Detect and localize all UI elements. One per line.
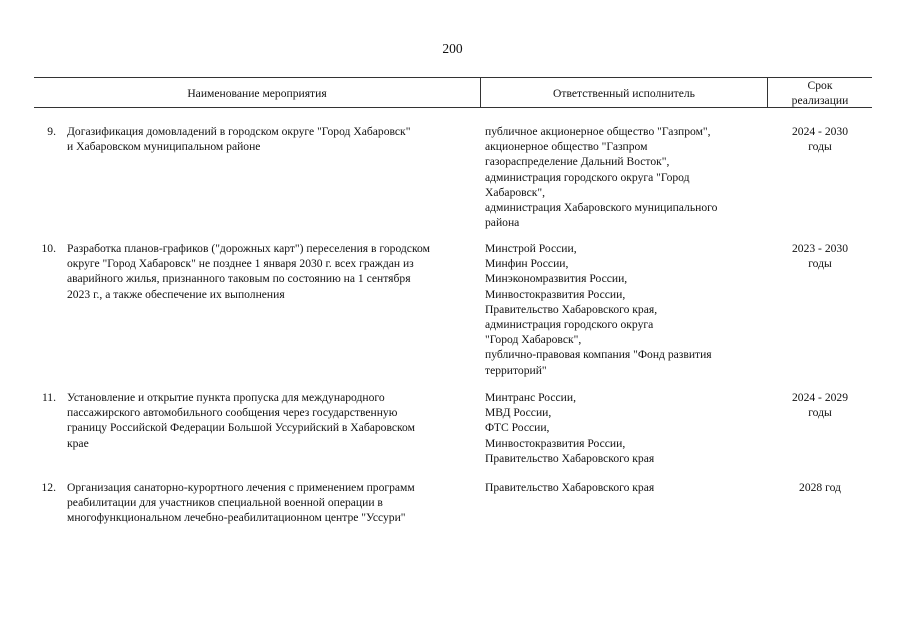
implementation-term-line: годы: [808, 140, 832, 154]
implementation-term-line: 2024 - 2030: [791, 125, 849, 138]
responsible-executor-line: Минэкономразвития России,: [485, 272, 628, 286]
responsible-executor-line: Минтранс России,: [485, 391, 576, 404]
header-term-column: [768, 78, 872, 108]
header-term-line-1: Срок: [807, 79, 833, 92]
responsible-executor-line: администрация Хабаровского муниципального: [485, 201, 718, 215]
responsible-executor: [485, 390, 767, 466]
event-name-line: Догазификация домовладений в городском округе "Город Хабаровск": [67, 125, 411, 138]
responsible-executor: [485, 480, 767, 495]
event-name-line: и Хабаровском муниципальном районе: [67, 140, 261, 154]
header-term-line-2: реализации: [791, 94, 849, 108]
event-name-line: пассажирского автомобильного сообщения через государственную: [67, 406, 398, 420]
event-name-line: границу Российской Федерации Большой Уссурийский в Хабаровском: [67, 421, 415, 435]
responsible-executor-line: Хабаровск",: [485, 185, 545, 199]
responsible-executor-line: публичное акционерное общество "Газпром",: [485, 125, 711, 138]
event-name: [67, 241, 479, 302]
responsible-executor-line: территорий": [485, 363, 547, 377]
event-name-line: Установление и открытие пункта пропуска для международного: [67, 391, 385, 404]
responsible-executor-line: газораспределение Дальний Восток",: [485, 155, 670, 169]
event-name-line: многофункциональном лечебно-реабилитационном центре "Уссури": [67, 511, 406, 525]
event-name: [67, 390, 479, 451]
responsible-executor-line: акционерное общество "Газпром: [485, 140, 648, 154]
responsible-executor-line: Правительство Хабаровского края: [485, 481, 655, 494]
table-header-top-rule: [34, 77, 872, 78]
implementation-term-line: годы: [808, 257, 832, 271]
event-name-line: округе "Город Хабаровск" не позднее 1 января 2030 г. всех граждан из: [67, 257, 414, 271]
responsible-executor-line: МВД России,: [485, 406, 552, 420]
implementation-term-line: 2023 - 2030: [791, 242, 849, 255]
implementation-term: [768, 241, 872, 271]
responsible-executor: [485, 241, 767, 378]
responsible-executor-line: администрация городского округа "Город: [485, 170, 690, 184]
implementation-term: [768, 124, 872, 154]
event-name-line: реабилитации для участников специальной военной операции в: [67, 496, 383, 510]
responsible-executor: [485, 124, 767, 230]
event-name: [67, 124, 479, 154]
responsible-executor-line: Минстрой России,: [485, 242, 577, 255]
event-name-line: крае: [67, 436, 89, 450]
event-name: [67, 480, 479, 526]
row-number: 9.: [47, 125, 56, 138]
responsible-executor-line: Минфин России,: [485, 257, 569, 271]
row-number: 11.: [41, 391, 56, 404]
header-executor-column: Ответственный исполнитель: [553, 87, 695, 100]
page-number: 200: [442, 41, 463, 56]
header-name-column: Наименование мероприятия: [187, 87, 327, 100]
responsible-executor-line: публично-правовая компания "Фонд развития: [485, 348, 712, 362]
implementation-term-line: 2028 год: [799, 481, 841, 494]
implementation-term: [768, 480, 872, 495]
event-name-line: Разработка планов-графиков ("дорожных карт") переселения в городском: [67, 242, 430, 255]
responsible-executor-line: Минвостокразвития России,: [485, 436, 626, 450]
responsible-executor-line: Минвостокразвития России,: [485, 287, 626, 301]
event-name-line: аварийного жилья, признанного таковым по состоянию на 1 сентября: [67, 272, 411, 286]
event-name-line: 2023 г., а также обеспечение их выполнения: [67, 287, 285, 301]
responsible-executor-line: района: [485, 216, 520, 230]
implementation-term-line: 2024 - 2029: [791, 391, 849, 404]
event-name-line: Организация санаторно-курортного лечения с применением программ: [67, 481, 415, 494]
responsible-executor-line: ФТС России,: [485, 421, 550, 435]
implementation-term: [768, 390, 872, 420]
table-header-bottom-rule: [34, 107, 872, 108]
implementation-term-line: годы: [808, 406, 832, 420]
responsible-executor-line: "Город Хабаровск",: [485, 333, 582, 347]
responsible-executor-line: Правительство Хабаровского края: [485, 451, 655, 465]
responsible-executor-line: администрация городского округа: [485, 318, 654, 332]
responsible-executor-line: Правительство Хабаровского края,: [485, 302, 658, 316]
row-number: 12.: [41, 481, 56, 494]
row-number: 10.: [41, 242, 56, 255]
